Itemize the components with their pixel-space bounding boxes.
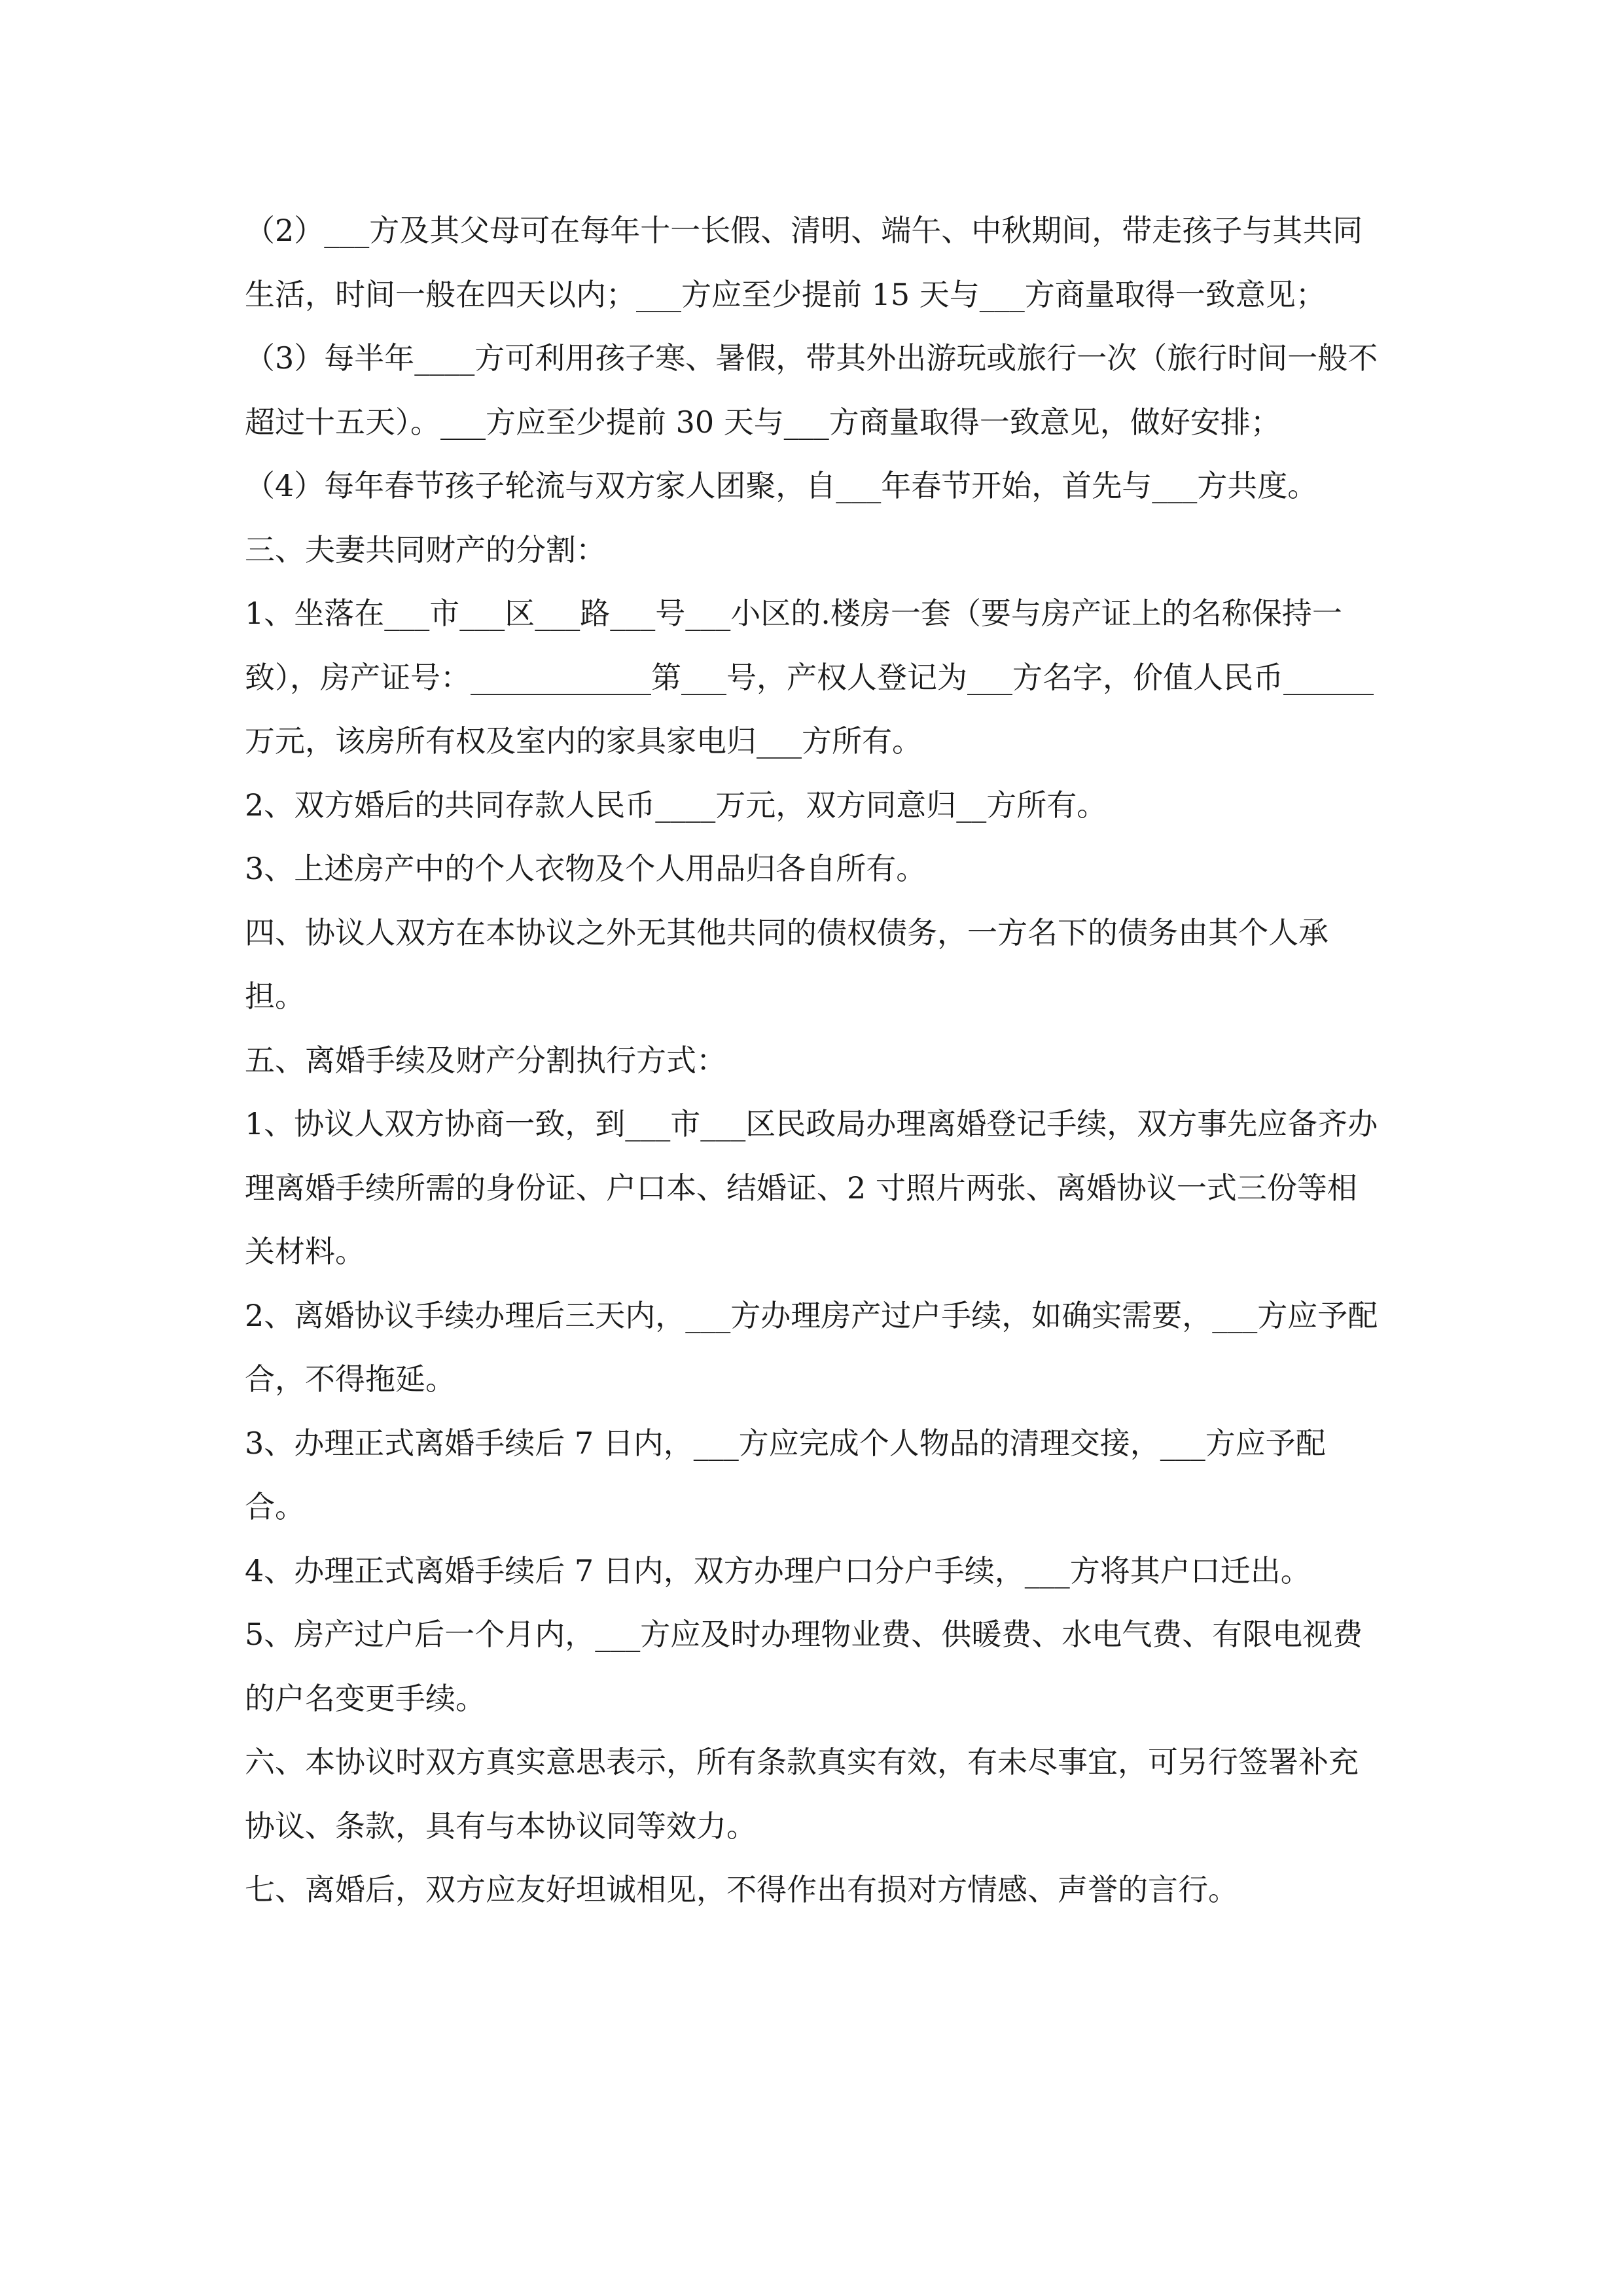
section-heading-validity: 六、本协议时双方真实意思表示，所有条款真实有效，有未尽事宜，可另行签署补充协议、条款，具有与本协议同等效力。 [245, 1744, 1359, 1844]
paragraph-property-house: 1、坐落在___市___区___路___号___小区的.楼房一套（要与房产证上的名称保持一致），房产证号：____________第___号，产权人登记为___方名字，价值人民币______万元，该房所有权及室内的家具家电归___方所有。 [245, 596, 1374, 759]
section-heading-conduct: 七、离婚后，双方应友好坦诚相见，不得作出有损对方情感、声誉的言行。 [245, 1872, 1238, 1907]
section-heading-debts: 四、协议人双方在本协议之外无其他共同的债权债务，一方名下的债务由其个人承担。 [245, 914, 1329, 1014]
paragraph-property-savings: 2、双方婚后的共同存款人民币____万元，双方同意归__方所有。 [245, 787, 1107, 823]
paragraph-procedure-household-registration: 4、办理正式离婚手续后 7 日内，双方办理户口分户手续，___方将其户口迁出。 [245, 1552, 1311, 1588]
paragraph-procedure-property-transfer: 2、离婚协议手续办理后三天内，___方办理房产过户手续，如确实需要，___方应予配合，不得拖延。 [245, 1297, 1378, 1397]
paragraph-procedure-personal-belongings: 3、办理正式离婚手续后 7 日内，___方应完成个人物品的清理交接，___方应予配合。 [245, 1425, 1326, 1524]
paragraph-procedure-utilities: 5、房产过户后一个月内，___方应及时办理物业费、供暖费、水电气费、有限电视费的户名变更手续。 [245, 1617, 1363, 1716]
document-body [245, 199, 1383, 1922]
paragraph-visitation-holidays: （2）___方及其父母可在每年十一长假、清明、端午、中秋期间，带走孩子与其共同生活，时间一般在四天以内；___方应至少提前 15 天与___方商量取得一致意见； [245, 213, 1363, 312]
paragraph-property-personal-items: 3、上述房产中的个人衣物及个人用品归各自所有。 [245, 851, 927, 886]
paragraph-visitation-travel: （3）每半年____方可利用孩子寒、暑假，带其外出游玩或旅行一次（旅行时间一般不超过十五天）。___方应至少提前 30 天与___方商量取得一致意见，做好安排； [245, 340, 1378, 440]
paragraph-procedure-registration: 1、协议人双方协商一致，到___市___区民政局办理离婚登记手续，双方事先应备齐办理离婚手续所需的身份证、户口本、结婚证、2 寸照片两张、离婚协议一式三份等相关材料。 [245, 1106, 1378, 1269]
section-heading-property-division: 三、夫妻共同财产的分割： [245, 531, 606, 567]
section-heading-procedures: 五、离婚手续及财产分割执行方式： [245, 1042, 726, 1078]
paragraph-spring-festival: （4）每年春节孩子轮流与双方家人团聚，自___年春节开始，首先与___方共度。 [245, 468, 1318, 503]
